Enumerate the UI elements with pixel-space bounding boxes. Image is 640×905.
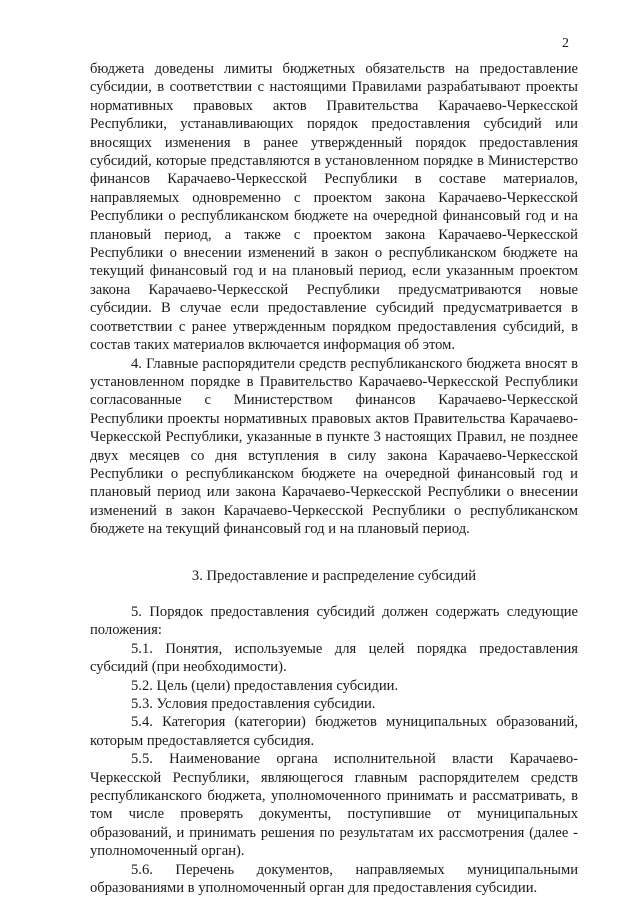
paragraph-5-6: 5.6. Перечень документов, направляемых муниципальными образованиями в уполномоченный орган для предоставления субсидии. — [90, 861, 578, 897]
paragraph-4: 4. Главные распорядители средств республиканского бюджета вносят в установленном порядке в Правительство Карачаево-Черкесской Республики согласованные с Министерством финансов Карачаево-Черкесской Республики проекты нормативных правовых актов Правительства Карачаево-Черкесской Республики, указанные в пункте 3 настоящих Правил, не позднее двух месяцев со дня вступления в силу закона Карачаево-Черкесской Республики о республиканском бюджете на очередной финансовый год и плановый период или закона Карачаево-Черкесской Республики о внесении изменений в закон Карачаево-Черкесской Республики о республиканском бюджете на текущий финансовый год и на плановый период. — [90, 355, 578, 538]
paragraph-budget-limits: бюджета доведены лимиты бюджетных обязательств на предоставление субсидии, в соответствии с настоящими Правилами разрабатывают проекты нормативных правовых актов Правительства Карачаево-Черкесской Республики, устанавливающих порядок предоставления субсидий или вносящих изменения в ранее утвержденный порядок предоставления субсидий, которые представляются в установленном порядке в Министерство финансов Карачаево-Черкесской Республики в составе материалов, направляемых одновременно с проектом закона Карачаево-Черкесской Республики о республиканском бюджете на очередной финансовый год и на плановый период, а также с проектом закона Карачаево-Черкесской Республики о внесении изменений в закон о республиканском бюджете на текущий финансовый год и на плановый период, если указанным проектом закона Карачаево-Черкесской Республики предусматриваются новые субсидии. В случае если предоставление субсидий предусматривается в соответствии с ранее утвержденным порядком предоставления субсидий, в состав таких материалов включается информация об этом. — [90, 61, 578, 354]
page-number: 2 — [562, 36, 569, 51]
section-heading: 3. Предоставление и распределение субсидий — [191, 567, 477, 584]
paragraph-5-5: 5.5. Наименование органа исполнительной власти Карачаево-Черкесской Республики, являющегося главным распорядителем средств республиканского бюджета, уполномоченного принимать и рассматривать, в том числе проверять документы, поступившие от муниципальных образований, и принимать решения по результатам их рассмотрения (далее - уполномоченный орган). — [90, 751, 578, 860]
paragraph-5-4: 5.4. Категория (категории) бюджетов муниципальных образований, которым предоставляется субсидия. — [90, 714, 578, 749]
paragraph-5-3: 5.3. Условия предоставления субсидии. — [131, 696, 376, 712]
spacer — [90, 585, 578, 603]
paragraph-5-1: 5.1. Понятия, используемые для целей порядка предоставления субсидий (при необходимости). — [90, 640, 578, 676]
spacer — [90, 539, 578, 567]
document-body — [90, 60, 578, 897]
paragraph-5-2: 5.2. Цель (цели) предоставления субсидии. — [131, 677, 399, 694]
paragraph-5: 5. Порядок предоставления субсидий должен содержать следующие положения: — [90, 603, 578, 639]
